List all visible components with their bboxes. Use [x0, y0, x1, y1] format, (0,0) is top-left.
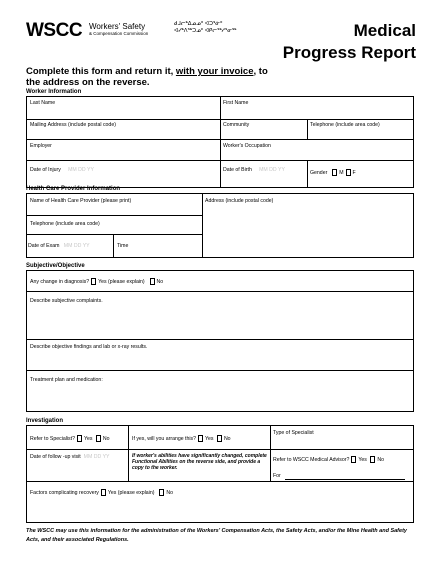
gender-m-checkbox[interactable]	[332, 169, 337, 176]
instr-a: Complete this form and return it,	[26, 66, 174, 77]
employer-field[interactable]: Employer	[30, 143, 52, 149]
doi-label: Date of Injury	[30, 167, 61, 173]
refer-advisor-row	[273, 456, 384, 463]
logo-syllabics	[174, 21, 236, 35]
type-specialist-field[interactable]: Type of Specialist	[273, 430, 314, 436]
followup-label: Date of follow -up visit	[30, 454, 81, 460]
exam-time-field[interactable]: Time	[117, 243, 129, 249]
provider-table	[26, 193, 414, 258]
section-subjective: Subjective/Objective	[26, 263, 85, 269]
refer-specialist-row	[30, 435, 110, 442]
subjective-table	[26, 270, 414, 412]
gender-f-label: F	[352, 169, 356, 176]
provider-name-field[interactable]: Name of Health Care Provider (please print)	[30, 198, 132, 204]
worker-table	[26, 96, 414, 188]
arrange-no-checkbox[interactable]	[217, 435, 222, 442]
followup-placeholder: MM DD YY	[83, 454, 110, 460]
refer-specialist-label: Refer to Specialist?	[30, 435, 75, 442]
diagnosis-yes-checkbox[interactable]	[91, 278, 96, 285]
factors-no-label: No	[166, 489, 173, 496]
logo-syllabics-line1: ᑯᒧᓕᒃᐃᓄᓄᑦ ᐊᑐᕐᓃᑦ	[174, 21, 223, 27]
page-title	[276, 20, 416, 64]
factors-yes-checkbox[interactable]	[101, 489, 106, 496]
refer-specialist-no-checkbox[interactable]	[96, 435, 101, 442]
arrange-row	[132, 435, 231, 442]
community-field[interactable]: Community	[223, 122, 250, 128]
refer-no-label: No	[102, 435, 110, 442]
date-of-birth-field[interactable]	[223, 167, 285, 173]
provider-address-field[interactable]: Address (include postal code)	[205, 198, 274, 204]
instructions	[26, 66, 268, 88]
advisor-for-line[interactable]	[285, 479, 405, 480]
diagnosis-change-row	[30, 278, 163, 285]
arrange-no-label: No	[223, 435, 231, 442]
last-name-field[interactable]: Last Name	[30, 100, 56, 106]
refer-advisor-label: Refer to WSCC Medical Advisor?	[273, 456, 350, 463]
exam-date-field[interactable]	[28, 243, 90, 249]
instr-c: , to	[253, 66, 268, 77]
advisor-yes-label: Yes	[358, 456, 367, 463]
dob-placeholder: MM DD YY	[259, 167, 285, 173]
doi-placeholder: MM DD YY	[68, 167, 94, 173]
date-of-injury-field[interactable]	[30, 167, 94, 173]
refer-specialist-yes-checkbox[interactable]	[77, 435, 82, 442]
logo-name: Workers' Safety	[89, 22, 146, 31]
dob-label: Date of Birth	[223, 167, 252, 173]
instr-line2: the address on the reverse.	[26, 77, 150, 88]
factors-row	[30, 489, 173, 496]
logo-subtitle: & Compensation Commission	[89, 31, 149, 36]
refer-yes-label: Yes	[83, 435, 93, 442]
factors-label: Factors complicating recovery	[30, 489, 99, 496]
factors-yes-label: Yes (please explain)	[107, 489, 155, 496]
arrange-label: If yes, will you arrange this?	[132, 435, 197, 442]
advisor-no-checkbox[interactable]	[370, 456, 375, 463]
arrange-yes-label: Yes	[205, 435, 214, 442]
gender-field	[310, 169, 356, 176]
objective-findings-field[interactable]: Describe objective findings and lab or x-ray results.	[30, 344, 148, 350]
first-name-field[interactable]: First Name	[223, 100, 249, 106]
arrange-yes-checkbox[interactable]	[198, 435, 203, 442]
provider-telephone-field[interactable]: Telephone (include area code)	[30, 221, 100, 227]
title-line2: Progress Report	[282, 43, 416, 62]
investigation-table	[26, 425, 414, 523]
gender-m-label: M	[339, 169, 344, 176]
instr-invoice: with your invoice	[175, 66, 254, 77]
treatment-plan-field[interactable]: Treatment plan and medication:	[30, 377, 103, 383]
diagnosis-no-checkbox[interactable]	[150, 278, 155, 285]
section-worker: Worker Information	[26, 89, 82, 95]
advisor-yes-checkbox[interactable]	[351, 456, 356, 463]
worker-telephone-field[interactable]: Telephone (include area code)	[310, 122, 380, 128]
logo-syllabics-line2: ᐊᓯᒃᐱᖅᑐᓄᑦ ᐊᑭᓕᖅᓱᕐᓂᖅ	[174, 28, 237, 34]
subjective-complaints-field[interactable]: Describe subjective complaints.	[30, 298, 103, 304]
advisor-no-label: No	[377, 456, 384, 463]
doe-label: Date of Exam	[28, 243, 60, 249]
occupation-field[interactable]: Worker's Occupation	[223, 143, 271, 149]
functional-abilities-note: If worker's abilities have significantly changed, complete Functional Abilities on the reverse side, and provide a copy to the worker.	[132, 453, 267, 471]
wscc-logo: WSCC	[26, 20, 83, 41]
factors-no-checkbox[interactable]	[159, 489, 164, 496]
doe-placeholder: MM DD YY	[63, 243, 90, 249]
footer-notice: The WSCC may use this information for the administration of the Workers' Compensation Acts, the Safety Acts, and/or the Mine Health and Safety Acts, and their associated Regulations.	[26, 528, 407, 543]
advisor-for-label: For	[273, 473, 281, 479]
diagnosis-yes-label: Yes (please explain)	[98, 278, 145, 285]
followup-date-field[interactable]	[30, 454, 109, 460]
diagnosis-change-label: Any change in diagnosis?	[30, 278, 90, 285]
mailing-address-field[interactable]: Mailing Address (include postal code)	[30, 122, 116, 128]
title-line1: Medical	[353, 21, 416, 40]
gender-label: Gender	[310, 169, 328, 176]
section-investigation: Investigation	[26, 418, 64, 424]
section-provider: Health Care Provider Information	[26, 186, 121, 192]
gender-f-checkbox[interactable]	[346, 169, 351, 176]
diagnosis-no-label: No	[156, 278, 164, 285]
